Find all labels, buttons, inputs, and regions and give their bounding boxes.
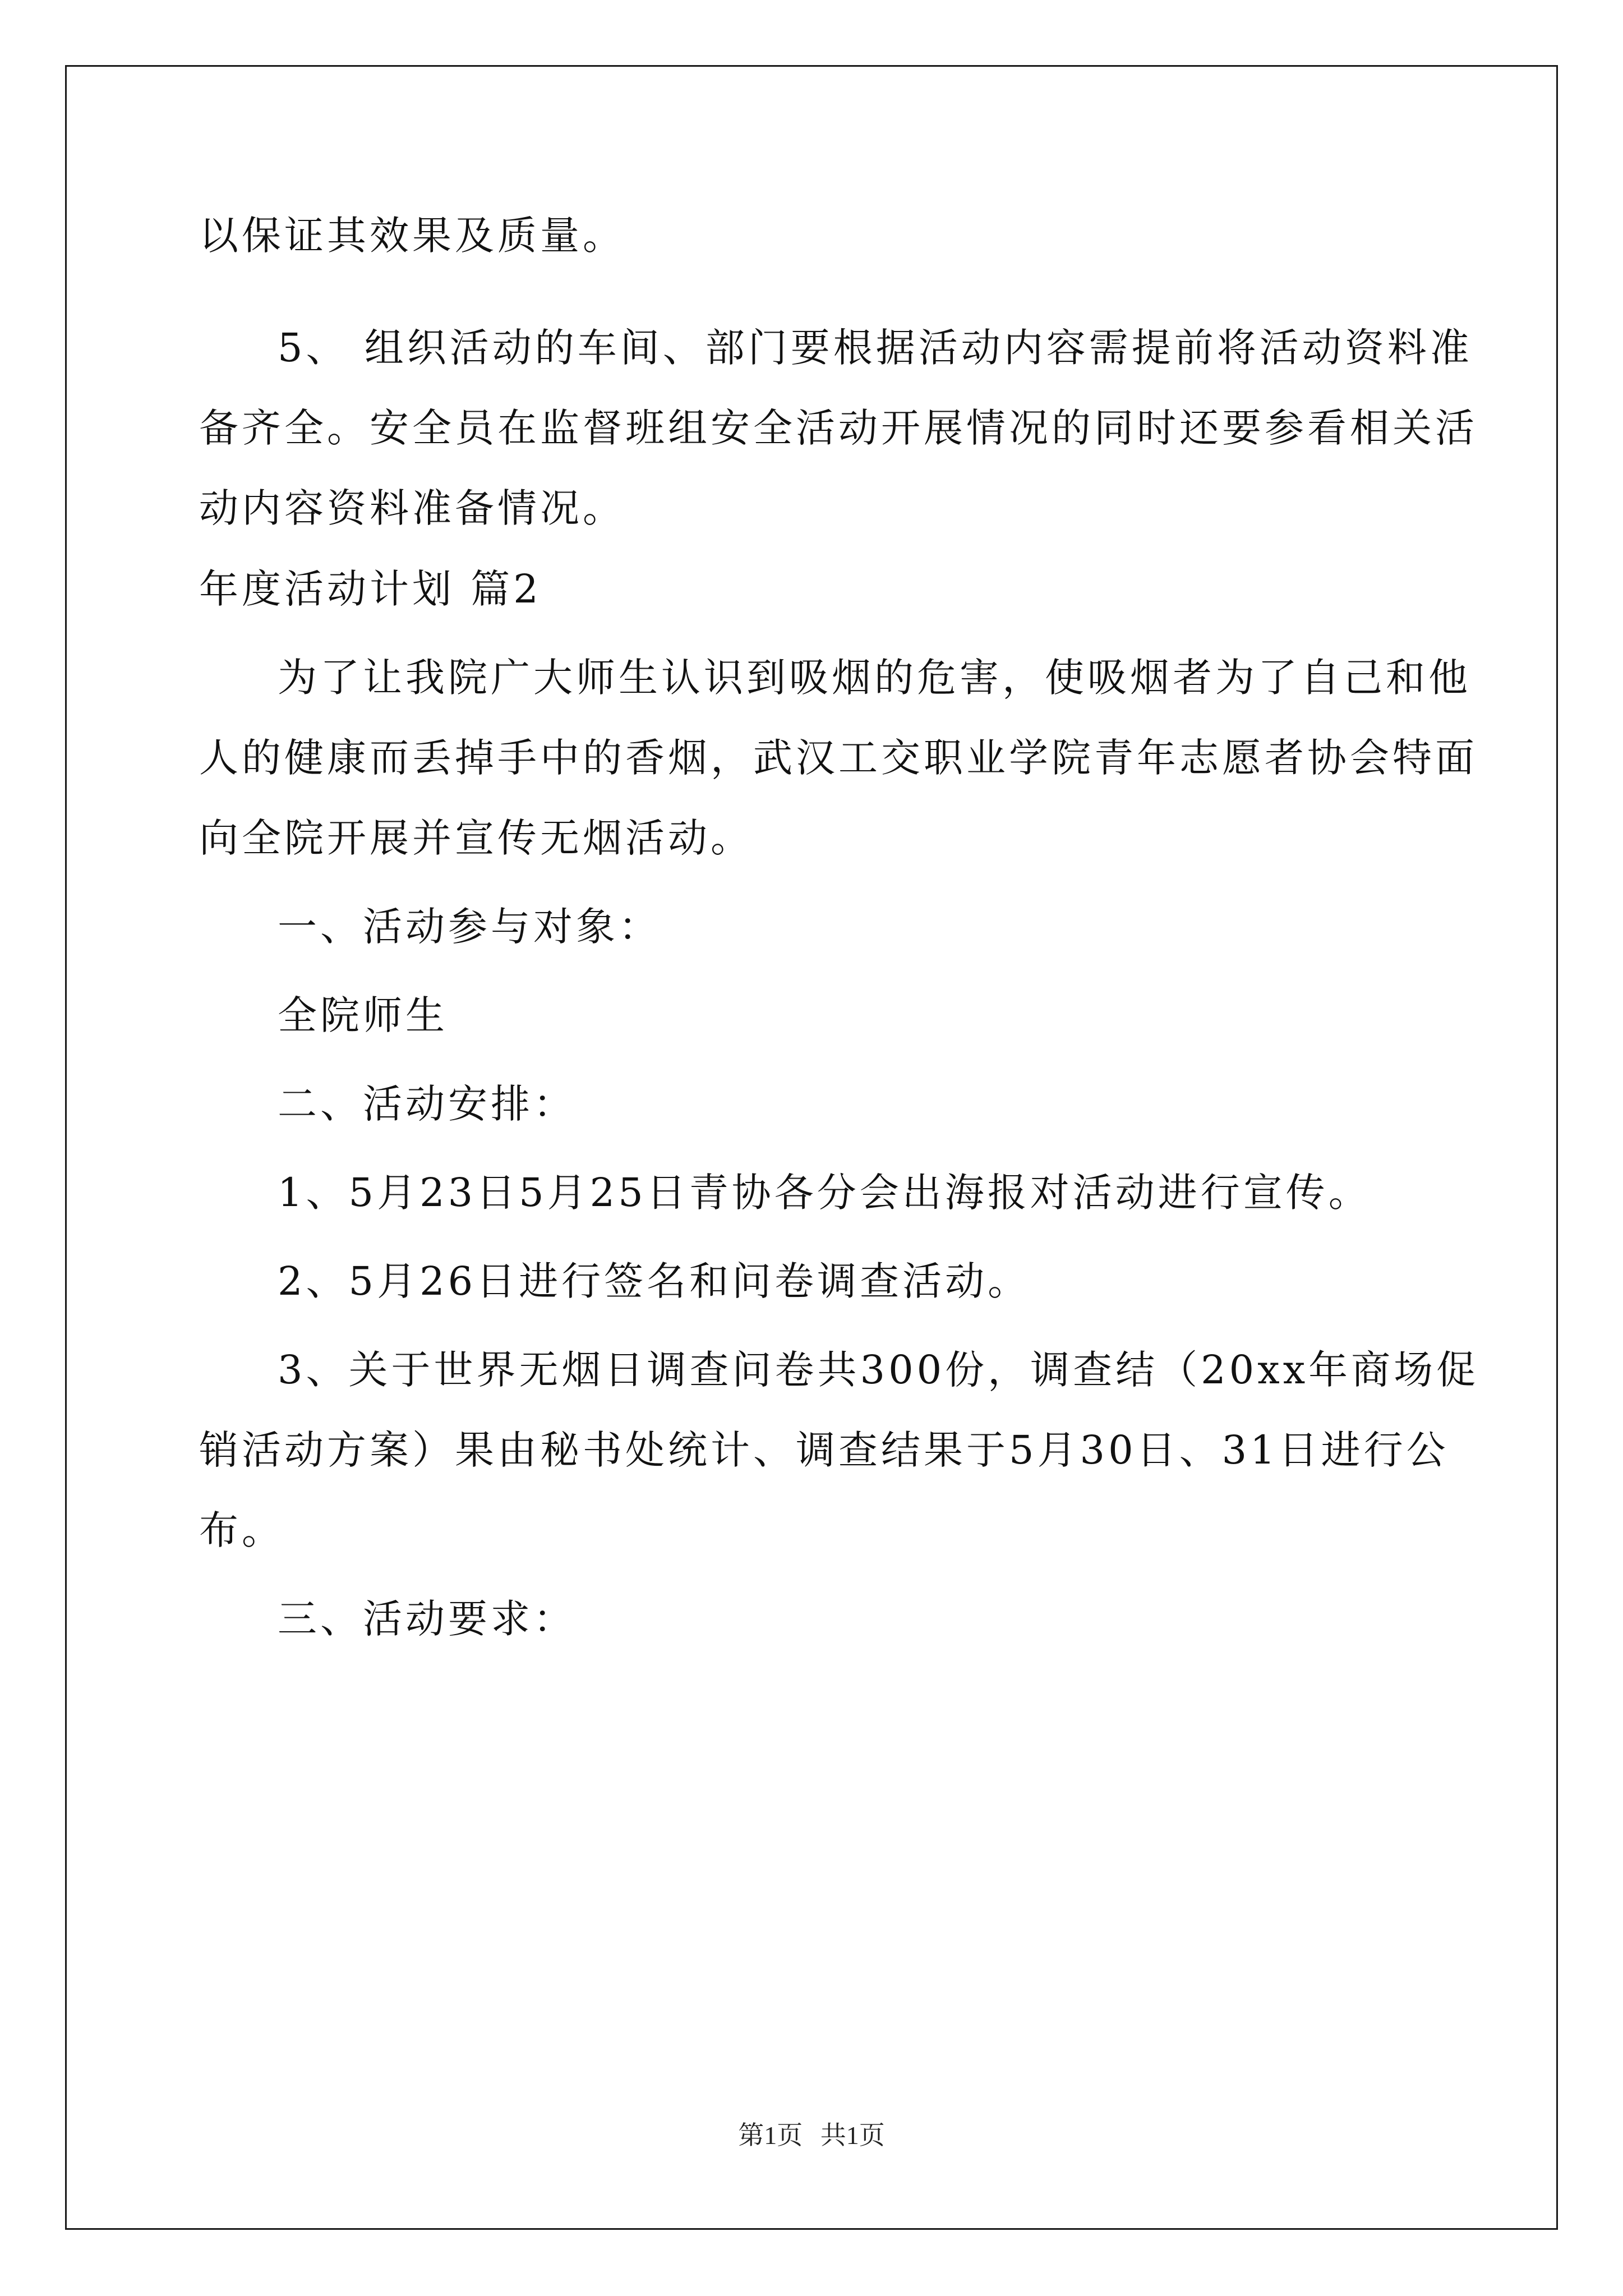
paragraph-line: 一、活动参与对象： [278,904,661,950]
section-heading: 年度活动计划 篇2 [199,566,542,612]
paragraph-line: 动内容资料准备情况。 [199,485,625,531]
paragraph-line: 1、5月23日5月25日青协各分会出海报对活动进行宣传。 [278,1170,1371,1216]
paragraph-line: 销活动方案）果由秘书处统计、调查结果于5月30日、31日进行公 [199,1427,1449,1473]
paragraph-line: 以保证其效果及质量。 [199,213,625,259]
paragraph-line: 向全院开展并宣传无烟活动。 [199,815,753,861]
paragraph-line: 备齐全。安全员在监督班组安全活动开展情况的同时还要参看相关活 [199,405,1478,451]
page-number: 第1页 [738,2121,803,2150]
paragraph-line: 3、关于世界无烟日调查问卷共300份，调查结（20xx年商场促 [278,1347,1479,1393]
paragraph-line: 5、 组织活动的车间、部门要根据活动内容需提前将活动资料准 [278,325,1473,371]
paragraph-line: 三、活动要求： [278,1596,576,1642]
page-border [65,65,1558,2230]
paragraph-line: 全院师生 [278,992,448,1038]
page-footer [0,2115,1623,2152]
paragraph-line: 二、活动安排： [278,1081,576,1127]
paragraph-line: 人的健康而丢掉手中的香烟，武汉工交职业学院青年志愿者协会特面 [199,735,1478,781]
paragraph-line: 2、5月26日进行签名和问卷调查活动。 [278,1258,1031,1304]
paragraph-line: 为了让我院广大师生认识到吸烟的危害，使吸烟者为了自己和他 [278,655,1471,701]
page-total: 共1页 [820,2121,885,2150]
paragraph-line: 布。 [199,1507,284,1553]
